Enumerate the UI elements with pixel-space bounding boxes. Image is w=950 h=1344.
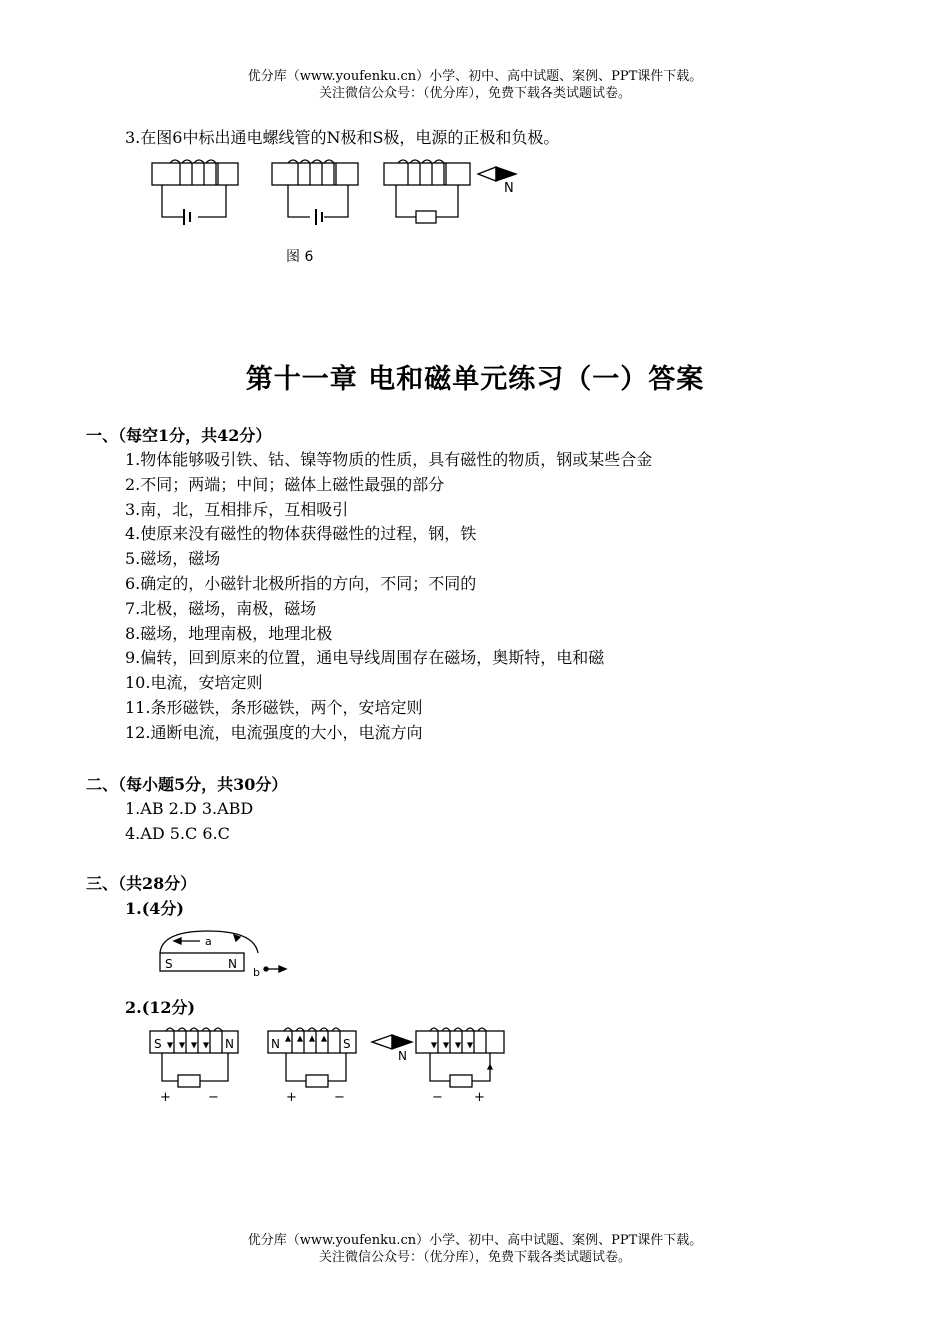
answer-item: 1.物体能够吸引铁、钴、镍等物质的性质，具有磁性的物质，钢或某些合金 [125, 450, 653, 469]
figure6-solenoid-2 [272, 160, 358, 225]
solenoid-answer-diagram [140, 1025, 520, 1105]
section-2-heading: 二、（每小题5分，共30分） [86, 775, 288, 794]
answer-item: 4.使原来没有磁性的物体获得磁性的过程，钢，铁 [125, 524, 477, 544]
answer-item: 6.确定的，小磁针北极所指的方向，不同；不同的 [125, 573, 477, 593]
figure6-solenoid-3 [384, 160, 470, 223]
answer-item: 11.条形磁铁，条形磁铁，两个，安培定则 [125, 697, 423, 717]
figure6-needle-n-label: N [504, 181, 514, 196]
section-2-line-2: 4.AD 5.C 6.C [125, 824, 230, 843]
section-1-heading: 一、（每空1分，共42分） [86, 426, 272, 445]
answer-item: 2.不同；两端；中间；磁体上磁性最强的部分 [125, 474, 445, 494]
coil3-minus: − [432, 1090, 443, 1105]
section-3-heading: 三、（共28分） [86, 874, 197, 893]
page-footer [0, 1232, 950, 1266]
footer-line-1: 优分库（www.youfenku.cn）小学、初中、高中试题、案例、PPT课件下载。 [247, 1233, 703, 1248]
answer-item: 3.南，北，互相排斥，互相吸引 [125, 499, 349, 519]
figure6-compass-needle [478, 167, 516, 181]
answer-item: 10.电流，安培定则 [125, 673, 263, 693]
coil2-left-pole: N [271, 1037, 280, 1051]
magnet-s-label: S [165, 957, 173, 971]
answer-needle-n-label: N [398, 1049, 407, 1063]
coil1-left-pole: S [154, 1037, 162, 1051]
header-line-1: 优分库（www.youfenku.cn）小学、初中、高中试题、案例、PPT课件下载。 [247, 69, 703, 84]
section-3-sub-2: 2.(12分) [125, 998, 196, 1017]
coil1-plus: + [160, 1090, 171, 1105]
coil2-plus: + [286, 1090, 297, 1105]
answer-item: 7.北极，磁场，南极，磁场 [125, 598, 317, 618]
bar-magnet-field-diagram [150, 925, 300, 980]
question-3-text: 3.在图6中标出通电螺线管的N极和S极，电源的正极和负极。 [125, 128, 560, 147]
answer-solenoid-3 [416, 1028, 504, 1087]
answer-compass-needle [372, 1035, 412, 1049]
figure6-solenoid-1 [152, 160, 238, 225]
answer-item: 9.偏转，回到原来的位置，通电导线周围存在磁场，奥斯特，电和磁 [125, 648, 605, 668]
coil2-minus: − [334, 1090, 345, 1105]
page-title: 第十一章 电和磁单元练习（一）答案 [245, 364, 705, 395]
figure-6-diagram [140, 155, 530, 270]
section-1-answer-list [125, 448, 652, 746]
section-2-line-1: 1.AB 2.D 3.ABD [125, 799, 254, 818]
coil2-right-pole: S [343, 1037, 351, 1051]
point-b-label: b [253, 966, 260, 979]
point-a-label: a [205, 935, 212, 948]
answer-item: 5.磁场，磁场 [125, 549, 221, 569]
answer-item: 12.通断电流，电流强度的大小，电流方向 [125, 722, 423, 742]
section-3-sub-1: 1.(4分) [125, 899, 184, 918]
magnet-n-label: N [228, 957, 237, 971]
footer-line-2: 关注微信公众号：（优分库），免费下载各类试题试卷。 [318, 1250, 631, 1265]
answer-item: 8.磁场，地理南极，地理北极 [125, 623, 333, 643]
coil3-plus: + [474, 1090, 485, 1105]
page-header [0, 68, 950, 102]
figure-6-caption: 图 6 [286, 249, 314, 265]
coil1-minus: − [208, 1090, 219, 1105]
coil1-right-pole: N [225, 1037, 234, 1051]
header-line-2: 关注微信公众号：（优分库），免费下载各类试题试卷。 [318, 86, 631, 101]
